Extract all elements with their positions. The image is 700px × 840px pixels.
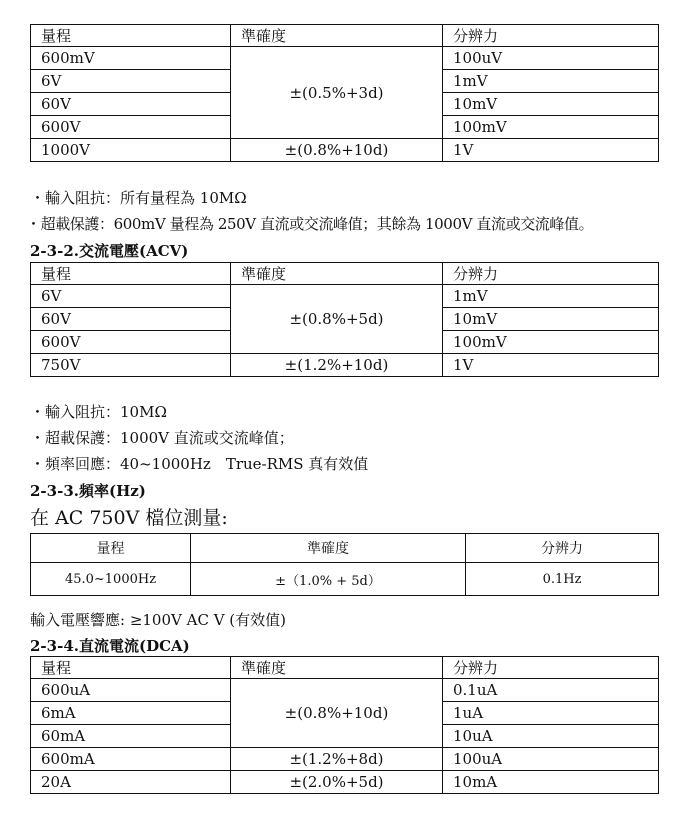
accuracy-cell: ±(1.2%+8d)	[231, 748, 443, 771]
resolution-cell: 1V	[443, 139, 659, 162]
dcv-note-impedance: ・輸入阻抗：所有量程為 10MΩ	[30, 189, 247, 207]
accuracy-cell: ±(2.0%+5d)	[231, 771, 443, 794]
table-row	[31, 679, 659, 702]
resolution-cell: 10mV	[443, 93, 659, 116]
acv-section-heading: 2-3-2.交流電壓(ACV)	[30, 242, 189, 260]
table-header-row	[31, 534, 659, 563]
table-header-row	[31, 25, 659, 47]
freq-section-heading: 2-3-3.頻率(Hz)	[30, 482, 146, 500]
header-range: 量程	[31, 657, 231, 679]
acv-note-frequency: ・頻率回應：40~1000Hz True-RMS 真有效值	[30, 455, 369, 473]
header-accuracy: 準確度	[191, 534, 466, 563]
table-row	[31, 47, 659, 70]
dcv-spec-table	[30, 24, 659, 162]
range-cell: 750V	[31, 354, 231, 377]
table-row	[31, 563, 659, 596]
acv-note-overload: ・超載保護：1000V 直流或交流峰值；	[30, 429, 294, 447]
range-cell: 60V	[31, 308, 231, 331]
resolution-cell: 0.1uA	[443, 679, 659, 702]
range-cell: 6V	[31, 70, 231, 93]
resolution-cell: 0.1Hz	[466, 563, 659, 596]
range-cell: 6V	[31, 285, 231, 308]
range-cell: 1000V	[31, 139, 231, 162]
header-resolution: 分辨力	[443, 657, 659, 679]
range-cell: 6mA	[31, 702, 231, 725]
freq-note: 輸入電壓響應: ≥100V AC V (有效值)	[30, 611, 287, 629]
header-range: 量程	[31, 534, 191, 563]
header-accuracy: 準確度	[231, 25, 443, 47]
header-resolution: 分辨力	[443, 263, 659, 285]
acv-note-impedance: ・輸入阻抗：10MΩ	[30, 403, 167, 421]
freq-spec-table	[30, 533, 659, 596]
resolution-cell: 1V	[443, 354, 659, 377]
range-cell: 45.0~1000Hz	[31, 563, 191, 596]
header-accuracy: 準確度	[231, 263, 443, 285]
resolution-cell: 10uA	[443, 725, 659, 748]
accuracy-cell: ±(0.5%+3d)	[231, 47, 443, 139]
resolution-cell: 100mV	[443, 331, 659, 354]
table-row	[31, 139, 659, 162]
dca-section-heading: 2-3-4.直流電流(DCA)	[30, 637, 190, 655]
accuracy-cell: ±(0.8%+10d)	[231, 679, 443, 748]
resolution-cell: 100uA	[443, 748, 659, 771]
resolution-cell: 1mV	[443, 70, 659, 93]
freq-subline: 在 AC 750V 檔位測量:	[30, 507, 228, 529]
dcv-note-overload: ・超載保護：600mV 量程為 250V 直流或交流峰值；其餘為 1000V 直流或交流峰值。	[26, 215, 594, 233]
resolution-cell: 100mV	[443, 116, 659, 139]
header-resolution: 分辨力	[466, 534, 659, 563]
range-cell: 20A	[31, 771, 231, 794]
resolution-cell: 100uV	[443, 47, 659, 70]
table-header-row	[31, 263, 659, 285]
resolution-cell: 1mV	[443, 285, 659, 308]
resolution-cell: 10mA	[443, 771, 659, 794]
range-cell: 600uA	[31, 679, 231, 702]
header-range: 量程	[31, 25, 231, 47]
accuracy-cell: ±(0.8%+5d)	[231, 285, 443, 354]
table-row	[31, 748, 659, 771]
range-cell: 600V	[31, 116, 231, 139]
table-row	[31, 354, 659, 377]
header-accuracy: 準確度	[231, 657, 443, 679]
range-cell: 60mA	[31, 725, 231, 748]
acv-spec-table	[30, 262, 659, 377]
resolution-cell: 1uA	[443, 702, 659, 725]
range-cell: 600V	[31, 331, 231, 354]
dca-spec-table	[30, 656, 659, 794]
header-range: 量程	[31, 263, 231, 285]
header-resolution: 分辨力	[443, 25, 659, 47]
accuracy-cell: ±(1.2%+10d)	[231, 354, 443, 377]
table-row	[31, 771, 659, 794]
range-cell: 60V	[31, 93, 231, 116]
table-row	[31, 285, 659, 308]
range-cell: 600mA	[31, 748, 231, 771]
accuracy-cell: ±(0.8%+10d)	[231, 139, 443, 162]
table-header-row	[31, 657, 659, 679]
accuracy-cell: ±（1.0% + 5d）	[191, 563, 466, 596]
range-cell: 600mV	[31, 47, 231, 70]
resolution-cell: 10mV	[443, 308, 659, 331]
